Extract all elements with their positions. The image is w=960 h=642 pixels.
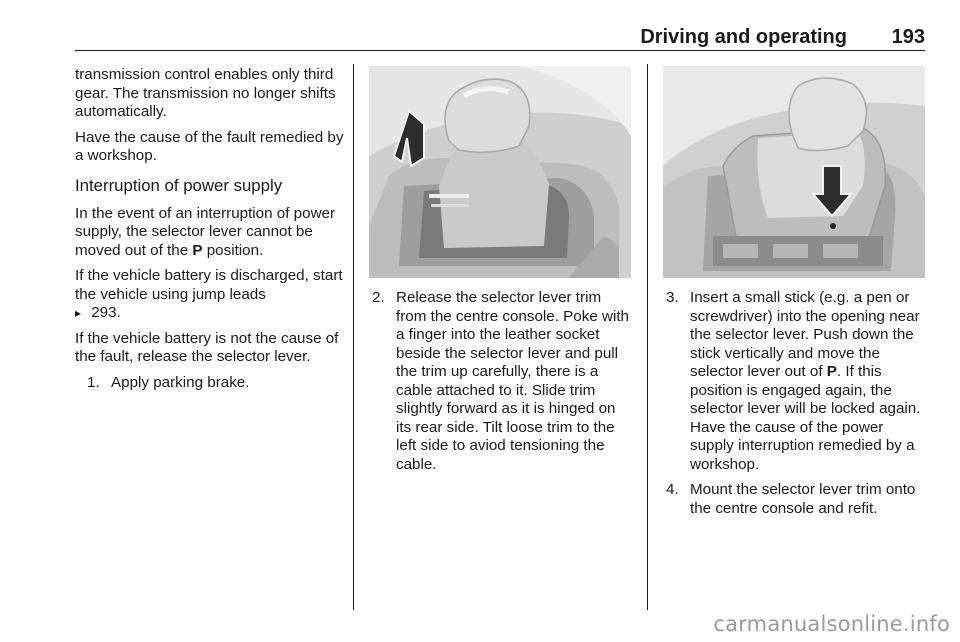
paragraph: In the event of an interruption of power supply, the selector lever cannot be moved out of the P position.: [75, 204, 336, 259]
column-1: [75, 66, 347, 399]
step-text: Apply parking brake.: [111, 373, 250, 391]
selector-lever-trim-lift-illustration: [369, 66, 631, 278]
step-text: Mount the selector lever trim onto the centre console and refit.: [690, 481, 916, 517]
page-number: 193: [891, 26, 925, 48]
step-2: [372, 289, 634, 474]
paragraph: If the vehicle battery is not the cause of the fault, release the selector lever.: [75, 329, 339, 365]
selector-lever-release-illustration: [663, 66, 925, 278]
step-text: Insert a small stick (e.g. a pen or screwdriver) into the opening near the selector lever. Push down the stick vertically and move the selector lever out of P. If this position is engaged again, the selector lever will be locked again. Have the cause of the power supply interruption remedied by a workshop.: [690, 289, 921, 473]
step-number: 2.: [372, 289, 385, 306]
gear-position-p: P: [826, 363, 837, 380]
column-divider: [647, 64, 648, 610]
step-3: [666, 289, 928, 474]
step-text: Release the selector lever trim from the centre console. Poke with a finger into the leather socket beside the selector lever and pull the trim up carefully, there is a cable attached to it. Slide trim slightly forward as it is hinged on its rear side. Tilt loose trim to the left side to aviod tensioning the cable.: [396, 289, 629, 473]
column-2: [372, 289, 634, 481]
gear-position-p: P: [192, 241, 203, 259]
column-3: [666, 289, 928, 525]
step-number: 1.: [87, 373, 100, 391]
section-title: Driving and operating: [640, 26, 847, 48]
paragraph: transmission control enables only third gear. The transmission no longer shifts automatically.: [75, 66, 336, 120]
page-header: [75, 22, 925, 51]
paragraph: Have the cause of the fault remedied by a workshop.: [75, 128, 344, 164]
watermark: carmanualsonline.info: [713, 612, 950, 636]
step-4: [666, 481, 928, 518]
page-reference-icon[interactable]: ▸: [75, 306, 82, 320]
step-1: [87, 374, 347, 393]
section-heading: Interruption of power supply: [75, 175, 283, 195]
step-number: 3.: [666, 289, 679, 306]
paragraph: If the vehicle battery is discharged, start the vehicle using jump leads ▸ 293.: [75, 267, 343, 321]
page-reference-link[interactable]: 293.: [91, 304, 121, 321]
step-number: 4.: [666, 481, 679, 498]
column-divider: [353, 64, 354, 610]
